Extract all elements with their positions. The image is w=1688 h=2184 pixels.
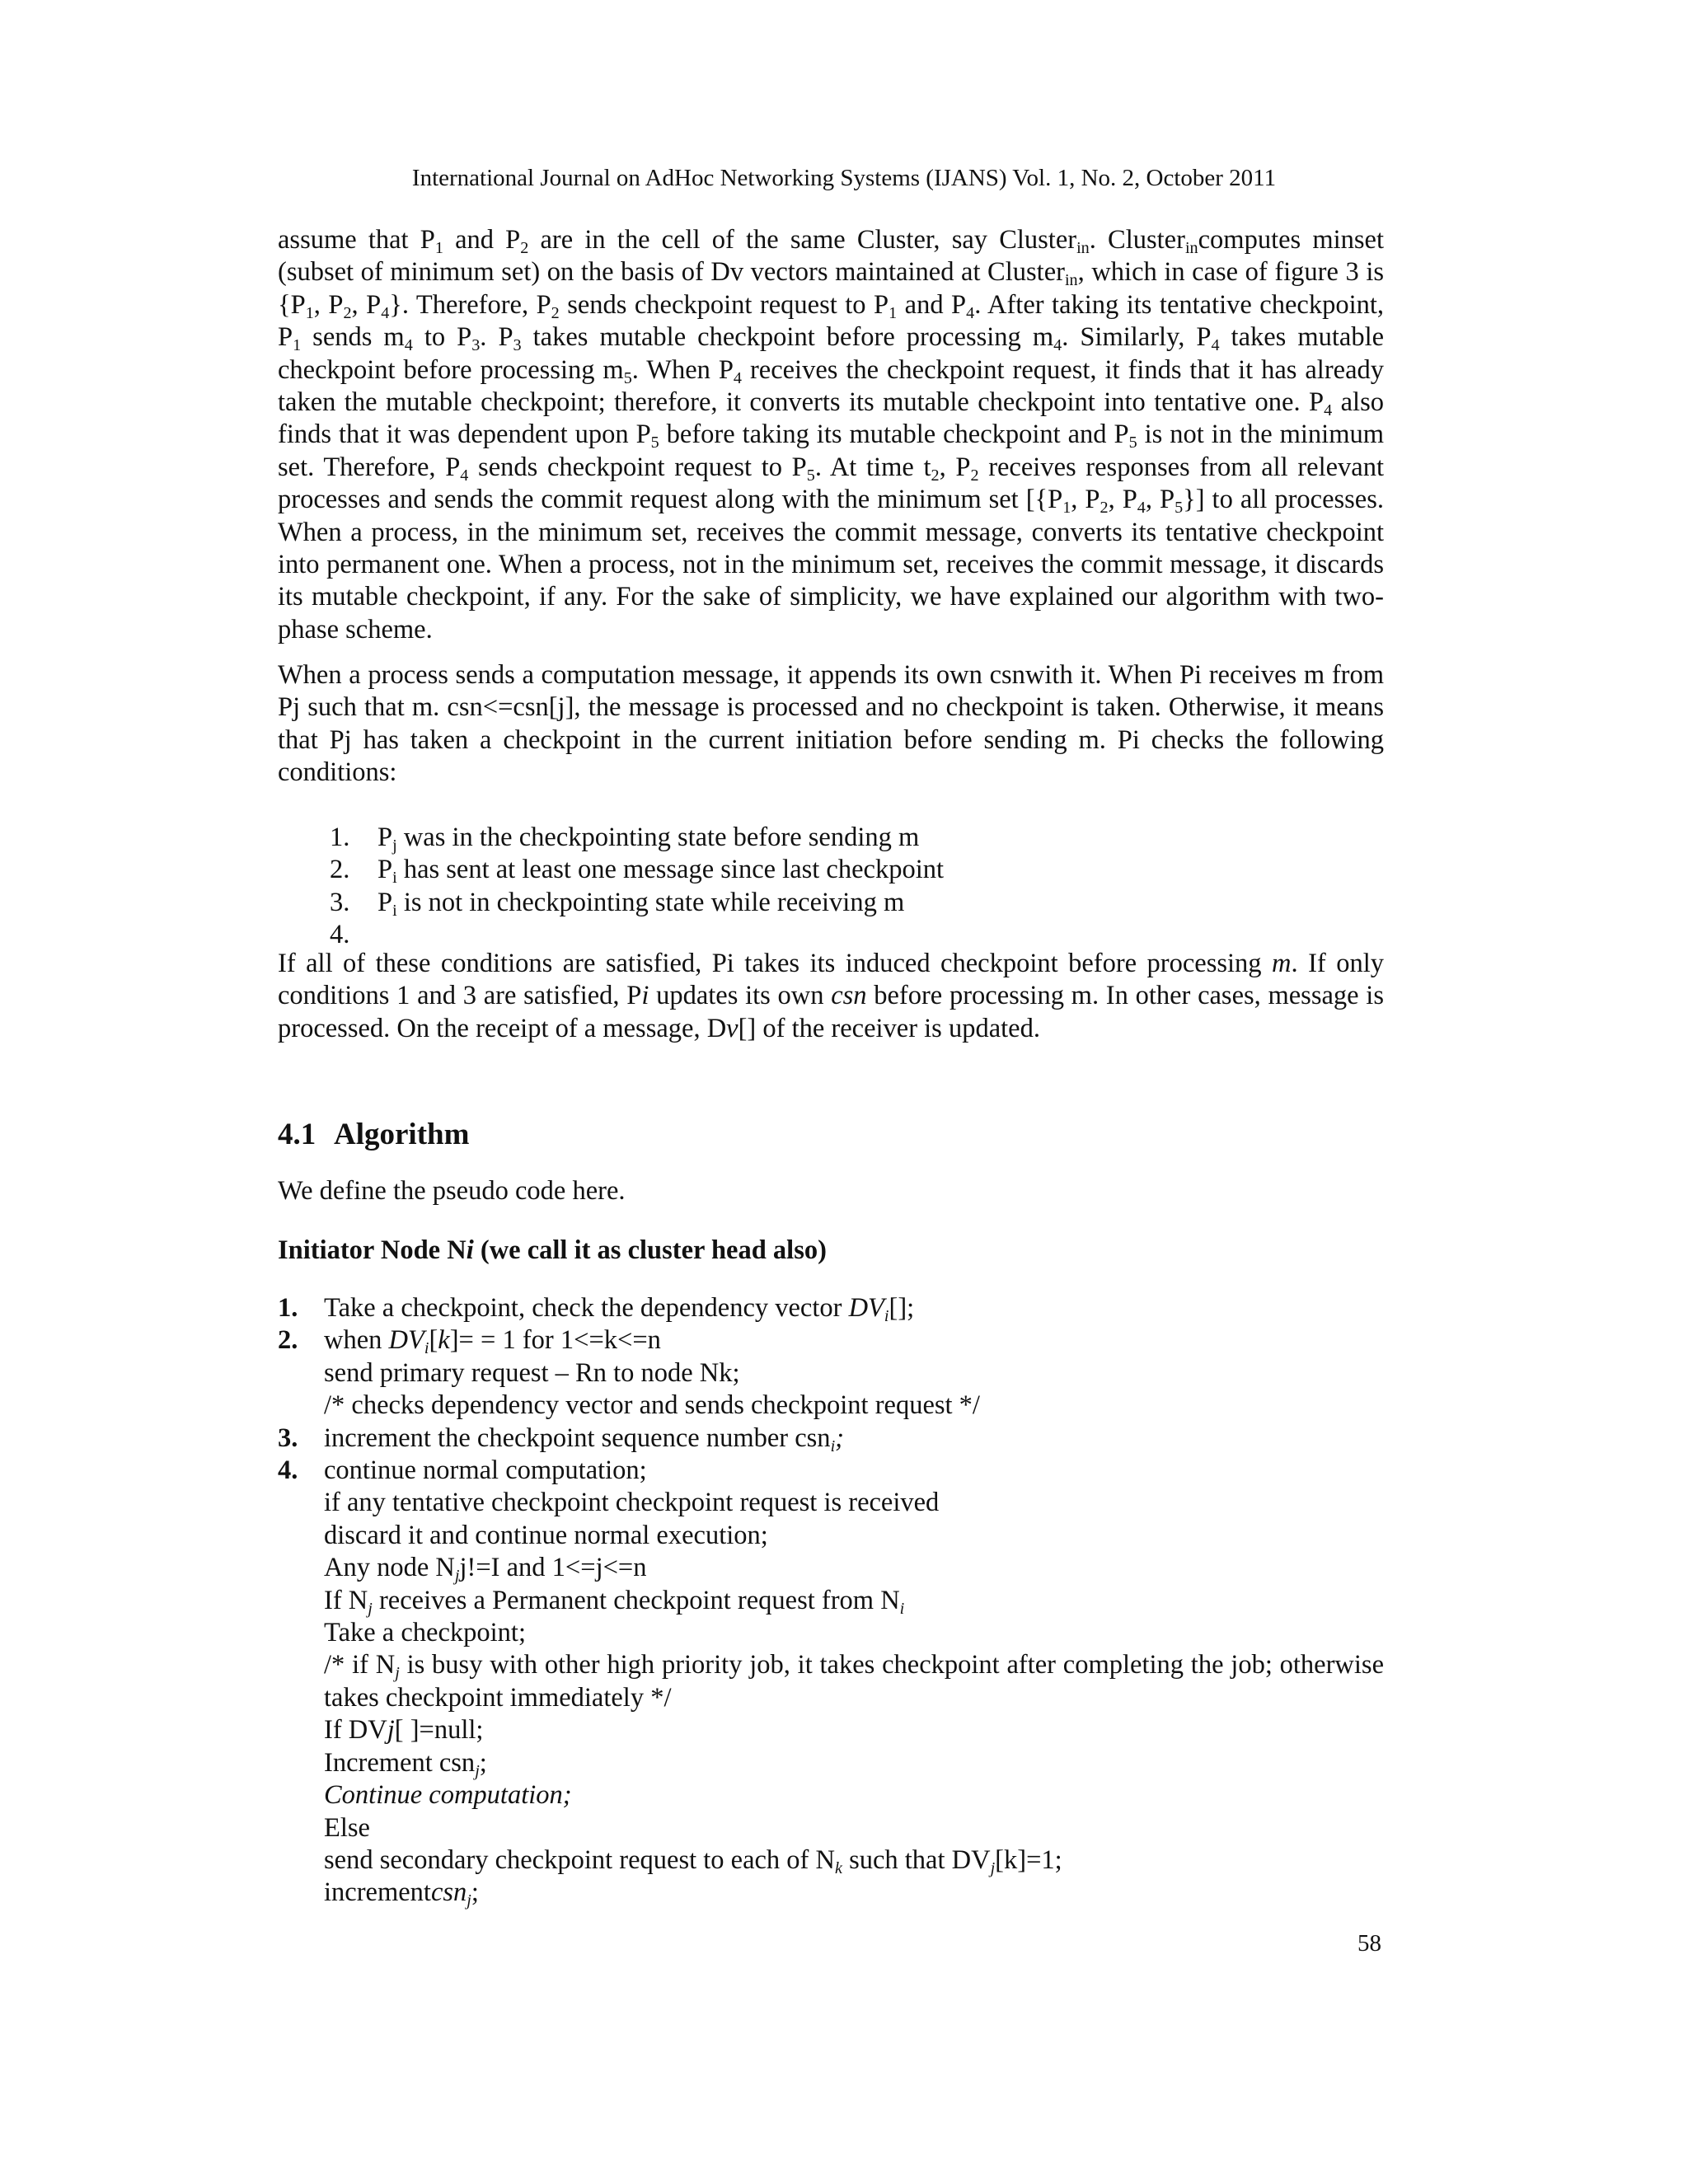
code-line: send primary request – Rn to node Nk; (324, 1357, 740, 1388)
code-line: If DVj[ ]=null; (324, 1715, 484, 1746)
code-line: Continue computation; (324, 1780, 572, 1811)
conditions-list (330, 822, 944, 952)
page-number: 58 (1357, 1930, 1381, 1957)
code-line: /* checks dependency vector and sends checkpoint request */ (324, 1390, 980, 1421)
list-item: 4. (330, 920, 350, 950)
running-header: International Journal on AdHoc Networking Systems (IJANS) Vol. 1, No. 2, October 2011 (411, 165, 1277, 191)
section-heading: 4.1 Algorithm (278, 1118, 470, 1151)
code-line: If $N_j$ receives a Permanent checkpoint request from $N_i$ (324, 1585, 905, 1618)
code-line: 2. when $DV_i[k]= = 1$ for 1<=k<=n (278, 1325, 661, 1358)
list-item: 2. $P_i$ has sent at least one message since last checkpoint (330, 855, 945, 888)
code-line: if any tentative checkpoint checkpoint request is received (324, 1488, 940, 1518)
code-line: Any node $N_jj!=I$ and 1<=j<=n (324, 1553, 647, 1586)
code-line: Take a checkpoint; (324, 1618, 526, 1648)
subheading-initiator-node: Initiator Node Ni (we call it as cluster head also) (278, 1235, 827, 1265)
body-paragraph-minset: assume that $P_1$ and $P_2$ are in the cell of the same Cluster, say Cluster$_{in}$. Cluster$_{in}$computes minset (subset of minimum set) on the basis of Dv vectors maintained at Cluster$_{in}$, which in case of figure 3 is {$P_1$, $P_2$, $P_4$}. Therefore, $P_2$ sends checkpoint request to $P_1$ and $P_4$. After taking its tentative checkpoint, $P_1$ sends $m_4$ to $P_3$. $P_3$ takes mutable checkpoint before processing $m_4$. Similarly, $P_4$ takes mutable checkpoint before processing $m_5$. When $P_4$ receives the checkpoint request, it finds that it has already taken the mutable checkpoint; therefore, it converts its mutable checkpoint into tentative one. $P_4$ also finds that it was dependent upon $P_5$ before taking its mutable checkpoint and $P_5$ is not in the minimum set. Therefore, $P_4$ sends checkpoint request to $P_5$. At time $t_2$, $P_2$ receives responses from all relevant processes and sends the commit request along with the minimum set [{$P_1$, $P_2$, $P_4$, $P_5$}] to all processes. When a process, in the minimum set, receives the commit message, converts its tentative checkpoint into permanent one. When a process, not in the minimum set, receives the commit message, it discards its mutable checkpoint, if any. For the sake of simplicity, we have explained our algorithm with two-phase scheme. (278, 225, 1385, 644)
code-line: Increment csn$_j$; (324, 1747, 487, 1780)
intro-sentence: We define the pseudo code here. (278, 1176, 626, 1206)
list-item: 1. $P_j$ was in the checkpointing state before sending m (330, 823, 920, 855)
code-line: discard it and continue normal execution; (324, 1520, 768, 1550)
code-line: send secondary checkpoint request to each of $N_k$ such that $DV_j[k]=1$; (324, 1844, 1062, 1877)
code-line: 4. continue normal computation; (278, 1455, 647, 1486)
code-line: incrementcsn$_j$; (324, 1877, 479, 1910)
code-line: /* if $N_j$ is busy with other high priority job, it takes checkpoint after completing the job; otherwise takes checkpoint immediately */ (324, 1650, 1384, 1713)
code-line: Else (324, 1812, 370, 1843)
body-paragraph-induced-checkpoint: If all of these conditions are satisfied, Pi takes its induced checkpoint before processing m. If only conditions 1 and 3 are satisfied, Pi updates its own csn before processing m. In other cases, message is processed. On the receipt of a message, Dv[] of the receiver is updated. (278, 949, 1384, 1043)
list-item: 3. $P_i$ is not in checkpointing state while receiving m (330, 887, 905, 920)
code-line: 1. Take a checkpoint, check the dependency vector $DV_i[]$; (278, 1293, 915, 1326)
code-line: 3. increment the checkpoint sequence number csn$_i$; (278, 1422, 844, 1455)
body-paragraph-computation-message: When a process sends a computation message, it appends its own csnwith it. When Pi receives m from Pj such that m. csn<=csn[j], the message is processed and no checkpoint is taken. Otherwise, it means that Pj has taken a checkpoint in the current initiation before sending m. Pi checks the following conditions: (278, 660, 1384, 788)
pseudo-code (278, 1292, 1384, 1910)
